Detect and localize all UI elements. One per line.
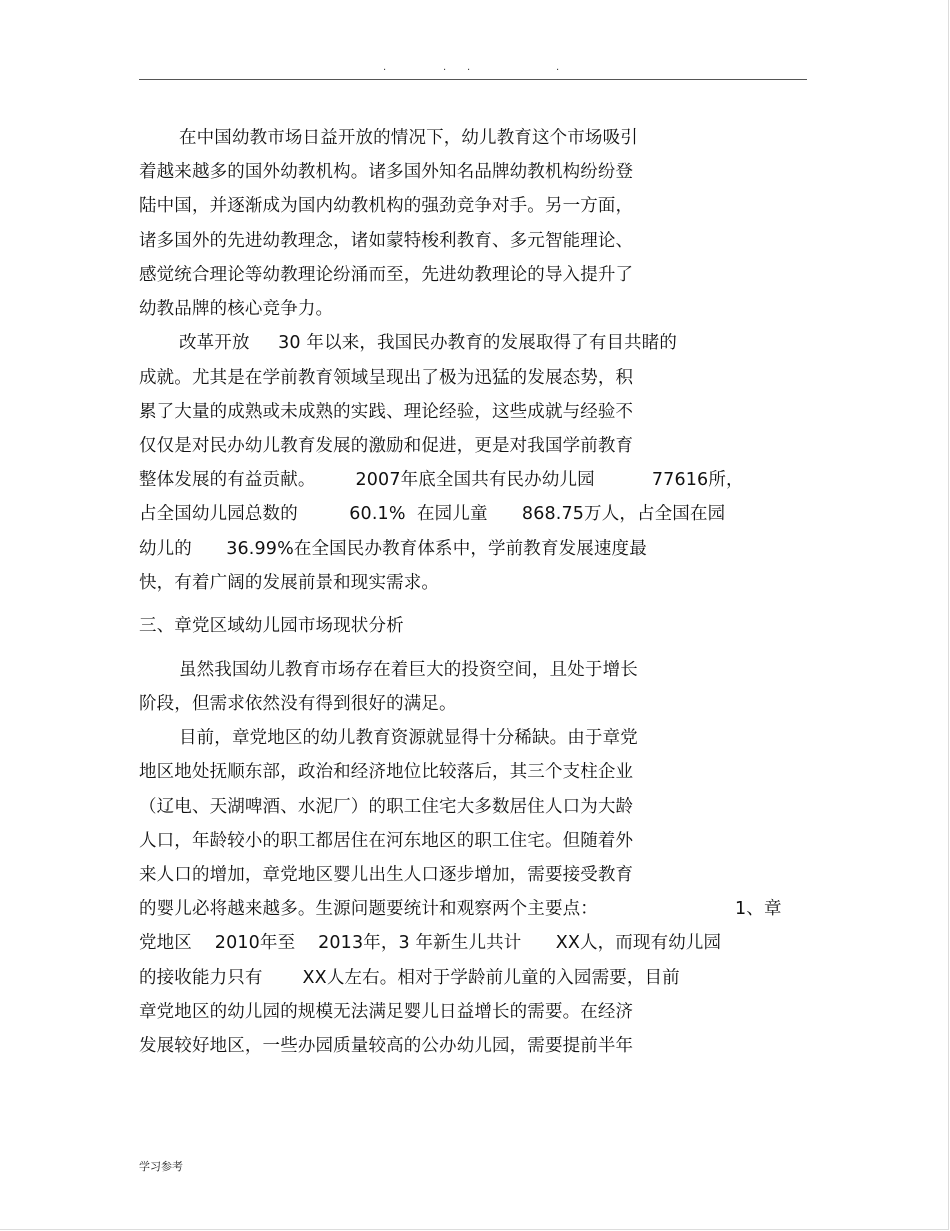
paragraph-line: 幼儿的 36.99%在全国民办教育体系中，学前教育发展速度最 [139, 539, 647, 559]
paragraph-line: 陆中国，并逐渐成为国内幼教机构的强劲竞争对手。另一方面， [139, 196, 634, 216]
paragraph-line: 成就。尤其是在学前教育领域呈现出了极为迅猛的发展态势，积 [139, 368, 634, 388]
paragraph-line: 快，有着广阔的发展前景和现实需求。 [139, 573, 440, 593]
paragraph-line: 整体发展的有益贡献。 2007年底全国共有民办幼儿园 77616所， [139, 470, 744, 490]
paragraph-line: 幼教品牌的核心竞争力。 [139, 299, 334, 319]
header-dots [0, 62, 950, 76]
paragraph-line: 发展较好地区，一些办园质量较高的公办幼儿园，需要提前半年 [139, 1036, 634, 1056]
header-dot: . [556, 62, 560, 73]
paragraph-line: 地区地处抚顺东部，政治和经济地位比较落后，其三个支柱企业 [139, 762, 634, 782]
paragraph-line: （辽电、天湖啤酒、水泥厂）的职工住宅大多数居住人口为大龄 [139, 797, 634, 817]
header-dot: . [383, 62, 387, 73]
paragraph-line: 着越来越多的国外幼教机构。诸多国外知名品牌幼教机构纷纷登 [139, 162, 634, 182]
paragraph-line: 来人口的增加，章党地区婴儿出生人口逐步增加，需要接受教育 [139, 865, 634, 885]
header-rule [139, 79, 807, 80]
paragraph-line: 感觉统合理论等幼教理论纷涌而至，先进幼教理论的导入提升了 [139, 265, 634, 285]
header-dot: . [443, 62, 447, 73]
paragraph-line: 虽然我国幼儿教育市场存在着巨大的投资空间，且处于增长 [139, 660, 638, 680]
footer-note: 学习参考 [139, 1160, 183, 1173]
paragraph-line: 诸多国外的先进幼教理念，诸如蒙特梭利教育、多元智能理论、 [139, 231, 634, 251]
paragraph-line: 改革开放 30 年以来，我国民办教育的发展取得了有目共睹的 [139, 333, 678, 353]
paragraph-line: 在中国幼教市场日益开放的情况下，幼儿教育这个市场吸引 [139, 128, 638, 148]
paragraph-line: 人口，年龄较小的职工都居住在河东地区的职工住宅。但随着外 [139, 831, 634, 851]
paragraph-line: 目前，章党地区的幼儿教育资源就显得十分稀缺。由于章党 [139, 728, 638, 748]
paragraph-line: 的接收能力只有 XX人左右。相对于学龄前儿童的入园需要，目前 [139, 968, 680, 988]
paragraph-line: 章党地区的幼儿园的规模无法满足婴儿日益增长的需要。在经济 [139, 1002, 634, 1022]
header-dot: . [467, 62, 471, 73]
section-heading: 三、章党区域幼儿园市场现状分析 [139, 616, 404, 636]
paragraph-line: 仅仅是对民办幼儿教育发展的激励和促进，更是对我国学前教育 [139, 436, 634, 456]
paragraph-line: 阶段，但需求依然没有得到很好的满足。 [139, 694, 457, 714]
paragraph-line: 累了大量的成熟或未成熟的实践、理论经验，这些成就与经验不 [139, 402, 634, 422]
paragraph-line: 的婴儿必将越来越多。生源问题要统计和观察两个主要点： 1、章 [139, 899, 782, 919]
paragraph-line: 党地区 2010年至 2013年，3 年新生儿共计 XX人，而现有幼儿园 [139, 933, 722, 953]
paragraph-line: 占全国幼儿园总数的 60.1% 在园儿童 868.75万人，占全国在园 [139, 504, 726, 524]
